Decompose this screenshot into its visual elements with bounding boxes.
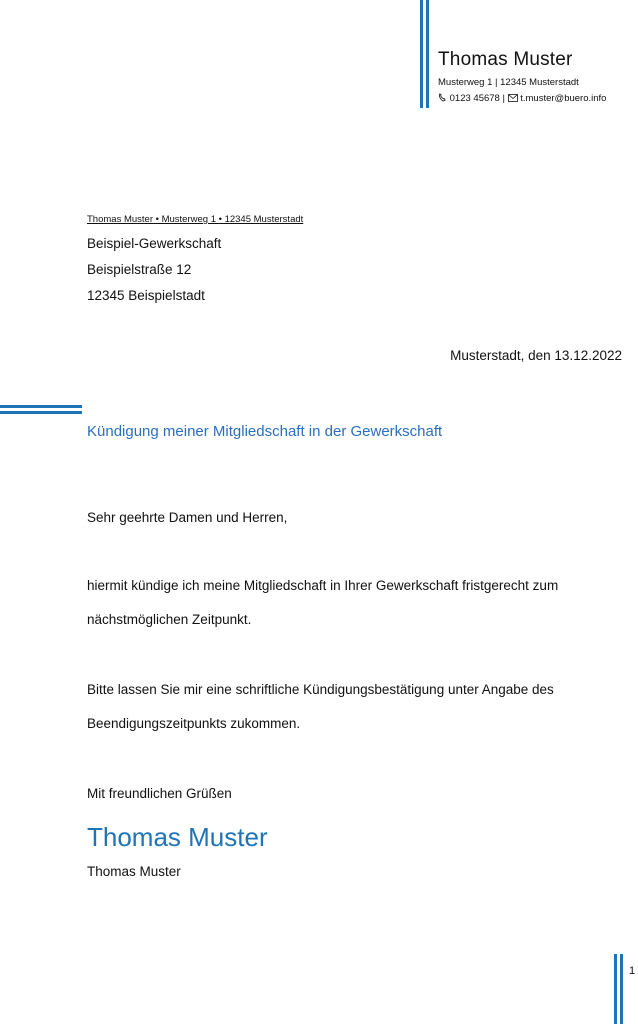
subject-accent-bar-top (0, 405, 82, 408)
header-accent-bar-left (420, 0, 423, 108)
letterhead-email: t.muster@buero.info (520, 93, 607, 104)
closing: Mit freundlichen Grüßen (87, 786, 232, 801)
signer-name: Thomas Muster (87, 864, 181, 879)
header-accent-bar-right (426, 0, 429, 108)
body-paragraph-2-line-2: Beendigungszeitpunkts zukommen. (87, 716, 301, 731)
envelope-icon (508, 94, 518, 105)
recipient-organization: Beispiel-Gewerkschaft (87, 236, 222, 251)
footer-accent-bar-left (614, 954, 617, 1024)
place-date: Musterstadt, den 13.12.2022 (450, 348, 622, 363)
page-number: 1 (629, 965, 636, 977)
subject-accent-bar-bottom (0, 411, 82, 414)
letterhead-name: Thomas Muster (438, 49, 573, 70)
footer-accent-bar-right (620, 954, 623, 1024)
salutation: Sehr geehrte Damen und Herren, (87, 510, 288, 525)
letterhead-address: Musterweg 1 | 12345 Musterstadt (438, 77, 579, 88)
body-paragraph-1-line-2: nächstmöglichen Zeitpunkt. (87, 612, 252, 627)
letter-subject: Kündigung meiner Mitgliedschaft in der Gewerkschaft (87, 423, 443, 440)
return-address-line: Thomas Muster • Musterweg 1 • 12345 Musterstadt (87, 214, 304, 225)
letterhead-phone: 0123 45678 (449, 93, 500, 104)
letterhead-separator: | (502, 93, 505, 104)
recipient-street: Beispielstraße 12 (87, 262, 192, 277)
recipient-city: 12345 Beispielstadt (87, 288, 205, 303)
phone-icon (438, 93, 447, 105)
signature: Thomas Muster (87, 822, 268, 852)
body-paragraph-2-line-1: Bitte lassen Sie mir eine schriftliche Kündigungsbestätigung unter Angabe des (87, 682, 554, 697)
body-paragraph-1-line-1: hiermit kündige ich meine Mitgliedschaft in Ihrer Gewerkschaft fristgerecht zum (87, 578, 559, 593)
letterhead-contact (438, 93, 606, 105)
